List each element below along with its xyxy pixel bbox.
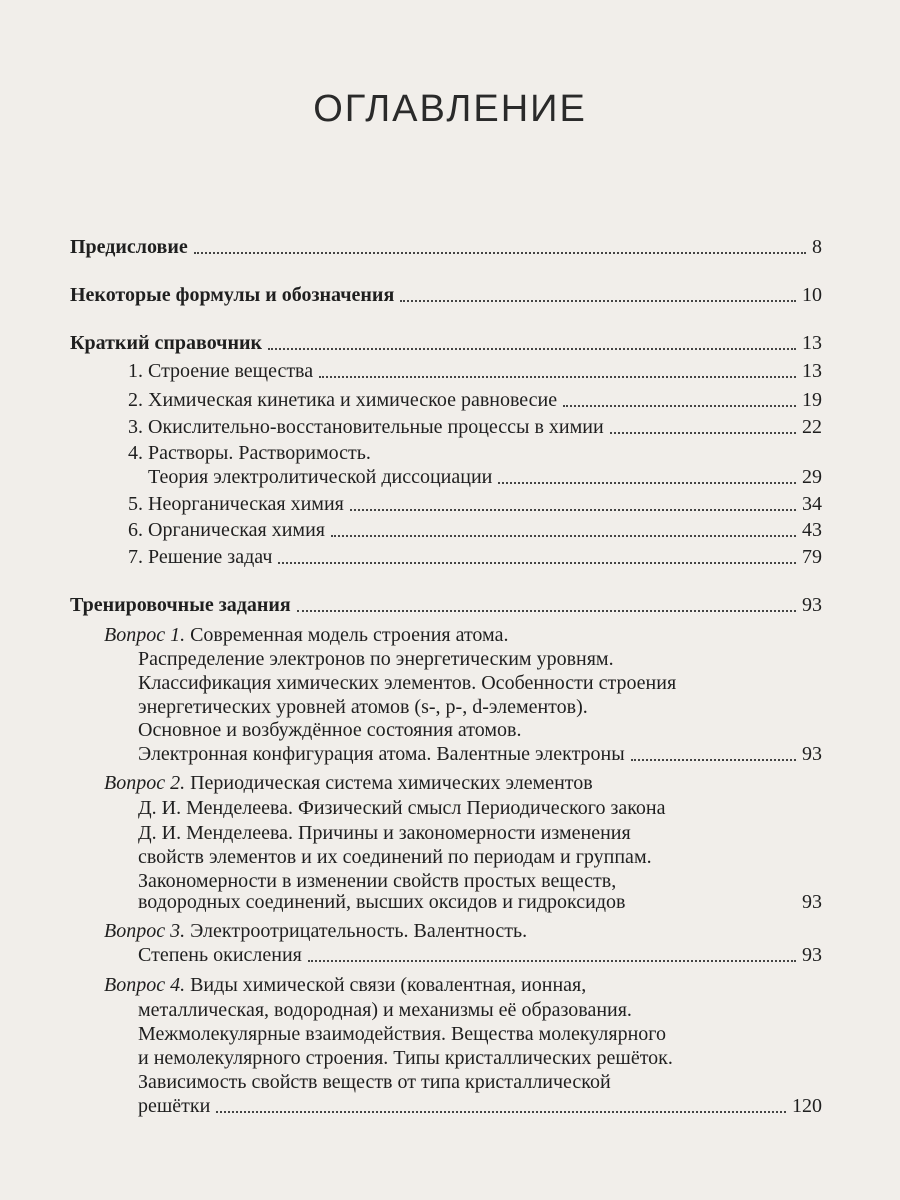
entry-label: водородных соединений, высших оксидов и гидроксидов bbox=[138, 891, 626, 913]
leader-dots bbox=[278, 561, 796, 564]
entry-label: 5. Неорганическая химия bbox=[128, 493, 344, 515]
question-2-line4: свойств элементов и их соединений по периодам и группам. bbox=[138, 846, 652, 868]
question-2-line1 bbox=[104, 770, 593, 796]
question-2-line5: Закономерности в изменении свойств простых веществ, bbox=[138, 870, 617, 892]
page-number: 79 bbox=[802, 546, 822, 568]
entry-label: 3. Окислительно-восстановительные процессы в химии bbox=[128, 416, 604, 438]
leader-dots bbox=[268, 347, 796, 350]
toc-entry-reference[interactable] bbox=[70, 330, 822, 356]
entry-label: 7. Решение задач bbox=[128, 546, 273, 568]
page-number: 93 bbox=[802, 891, 822, 913]
question-2-line3: Д. И. Менделеева. Причины и закономерности изменения bbox=[138, 822, 631, 844]
toc-entry-reference-7[interactable] bbox=[128, 544, 822, 570]
toc-entry-reference-4-line1: 4. Растворы. Растворимость. bbox=[128, 442, 371, 464]
page-number: 13 bbox=[802, 360, 822, 382]
entry-label: Теория электролитической диссоциации bbox=[148, 466, 493, 488]
question-prefix: Вопрос 1. bbox=[104, 624, 186, 646]
leader-dots bbox=[631, 906, 796, 909]
question-1-line4: энергетических уровней атомов (s-, p-, d-элементов). bbox=[138, 696, 588, 718]
toc-entry-preface[interactable] bbox=[70, 234, 822, 260]
leader-dots bbox=[194, 251, 806, 254]
toc-entry-question-2[interactable] bbox=[138, 889, 822, 915]
toc-entry-reference-5[interactable] bbox=[128, 491, 822, 517]
question-text: Современная модель строения атома. bbox=[190, 624, 509, 646]
leader-dots bbox=[308, 959, 796, 962]
question-4-line4: и немолекулярного строения. Типы кристаллических решёток. bbox=[138, 1047, 673, 1069]
question-4-line5: Зависимость свойств веществ от типа кристаллической bbox=[138, 1071, 611, 1093]
question-1-line5: Основное и возбуждённое состояния атомов. bbox=[138, 719, 522, 741]
page-number: 29 bbox=[802, 466, 822, 488]
leader-dots bbox=[216, 1110, 786, 1113]
entry-label: 6. Органическая химия bbox=[128, 519, 325, 541]
entry-label: Некоторые формулы и обозначения bbox=[70, 284, 395, 306]
question-1-line3: Классификация химических элементов. Особенности строения bbox=[138, 672, 677, 694]
leader-dots bbox=[498, 481, 796, 484]
question-4-line2: металлическая, водородная) и механизмы её образования. bbox=[138, 999, 632, 1021]
entry-label: Предисловие bbox=[70, 236, 188, 258]
entry-label: решётки bbox=[138, 1095, 211, 1117]
leader-dots bbox=[297, 609, 796, 612]
page-number: 8 bbox=[812, 236, 822, 258]
toc-entry-question-4[interactable] bbox=[138, 1093, 822, 1119]
page-number: 93 bbox=[802, 944, 822, 966]
toc-entry-reference-1[interactable] bbox=[128, 358, 822, 384]
question-4-line1 bbox=[104, 972, 586, 998]
leader-dots bbox=[631, 758, 796, 761]
question-text: Виды химической связи (ковалентная, ионная, bbox=[190, 974, 587, 996]
page-number: 120 bbox=[792, 1095, 822, 1117]
toc-entry-reference-3[interactable] bbox=[128, 414, 822, 440]
question-1-line2: Распределение электронов по энергетическим уровням. bbox=[138, 648, 614, 670]
toc-entry-reference-4[interactable] bbox=[148, 464, 822, 490]
leader-dots bbox=[331, 534, 796, 537]
entry-label: Тренировочные задания bbox=[70, 594, 291, 616]
toc-entry-reference-2[interactable] bbox=[128, 387, 822, 413]
toc-entry-training[interactable] bbox=[70, 592, 822, 618]
entry-label: Краткий справочник bbox=[70, 332, 263, 354]
entry-label: Степень окисления bbox=[138, 944, 302, 966]
entry-label: 1. Строение вещества bbox=[128, 360, 314, 382]
toc-entry-question-1[interactable] bbox=[138, 741, 822, 767]
page-title: ОГЛАВЛЕНИЕ bbox=[313, 88, 587, 130]
leader-dots bbox=[610, 431, 796, 434]
page-number: 19 bbox=[802, 389, 822, 411]
question-text: Периодическая система химических элементов bbox=[190, 772, 593, 794]
toc-entry-formulas[interactable] bbox=[70, 282, 822, 308]
leader-dots bbox=[563, 404, 796, 407]
page-number: 10 bbox=[802, 284, 822, 306]
page-number: 93 bbox=[802, 743, 822, 765]
question-1-line1 bbox=[104, 622, 508, 648]
question-2-line2: Д. И. Менделеева. Физический смысл Периодического закона bbox=[138, 797, 666, 819]
page-number: 22 bbox=[802, 416, 822, 438]
question-prefix: Вопрос 4. bbox=[104, 974, 186, 996]
toc-entry-question-3[interactable] bbox=[138, 942, 822, 968]
entry-label: Электронная конфигурация атома. Валентные электроны bbox=[138, 743, 625, 765]
leader-dots bbox=[350, 508, 796, 511]
question-text: Электроотрицательность. Валентность. bbox=[190, 920, 528, 942]
page-number: 13 bbox=[802, 332, 822, 354]
toc-entry-reference-6[interactable] bbox=[128, 517, 822, 543]
leader-dots bbox=[400, 299, 796, 302]
leader-dots bbox=[319, 375, 796, 378]
question-3-line1 bbox=[104, 918, 527, 944]
page-number: 34 bbox=[802, 493, 822, 515]
page-number: 93 bbox=[802, 594, 822, 616]
question-prefix: Вопрос 2. bbox=[104, 772, 186, 794]
question-prefix: Вопрос 3. bbox=[104, 920, 186, 942]
page-number: 43 bbox=[802, 519, 822, 541]
entry-label: 2. Химическая кинетика и химическое равновесие bbox=[128, 389, 558, 411]
question-4-line3: Межмолекулярные взаимодействия. Вещества молекулярного bbox=[138, 1023, 666, 1045]
